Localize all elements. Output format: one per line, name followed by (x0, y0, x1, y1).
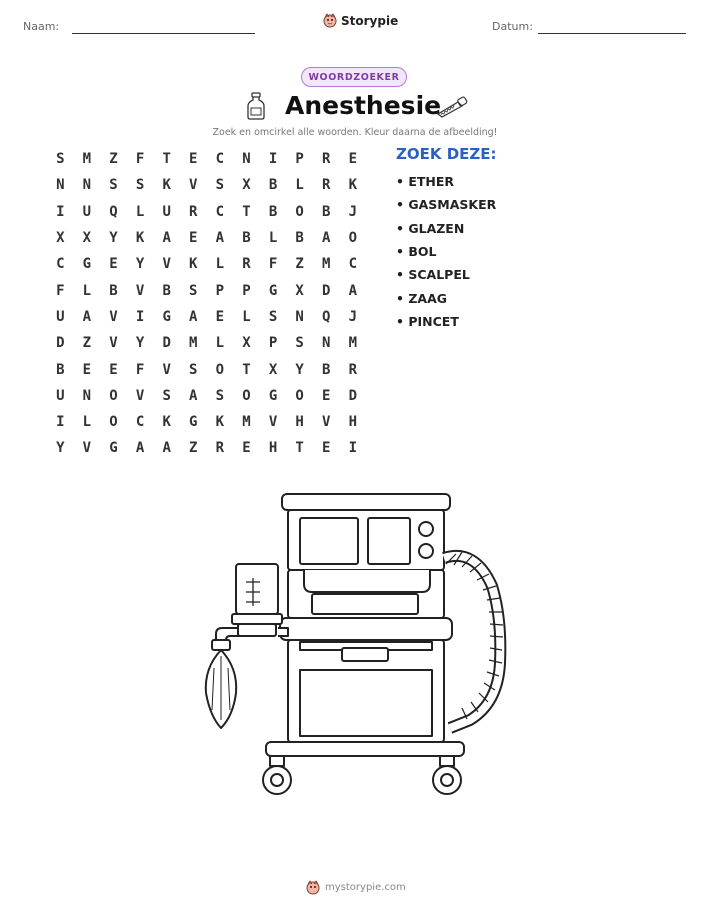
grid-letter[interactable]: K (348, 177, 358, 194)
grid-letter[interactable]: K (162, 177, 171, 194)
grid-letter[interactable]: F (56, 282, 65, 299)
grid-row (47, 356, 366, 382)
grid-letter[interactable]: X (242, 177, 251, 194)
grid-letter[interactable]: A (189, 387, 198, 404)
grid-letter[interactable]: Z (82, 335, 92, 352)
grid-letter[interactable]: O (348, 230, 358, 247)
saw-icon (436, 96, 468, 118)
grid-row (47, 199, 366, 225)
grid-row (47, 277, 366, 303)
storypie-mascot-icon (306, 880, 320, 895)
grid-letter[interactable]: R (215, 440, 225, 457)
grid-letter[interactable]: U (162, 203, 171, 220)
grid-letter[interactable]: I (135, 308, 145, 325)
grid-letter[interactable]: O (295, 387, 304, 404)
grid-row (47, 435, 366, 461)
grid-letter[interactable]: G (82, 256, 92, 273)
word-item: • SCALPEL (396, 267, 470, 283)
grid-letter[interactable]: K (215, 414, 225, 431)
grid-letter[interactable]: E (189, 230, 198, 247)
grid-letter[interactable]: Q (322, 308, 331, 325)
grid-letter[interactable]: R (348, 361, 358, 378)
grid-letter[interactable]: S (56, 151, 65, 168)
grid-letter[interactable]: C (215, 203, 225, 220)
grid-letter[interactable]: B (56, 361, 65, 378)
grid-letter[interactable]: L (215, 335, 225, 352)
grid-letter[interactable]: I (56, 203, 65, 220)
grid-letter[interactable]: S (189, 282, 198, 299)
word-item: • PINCET (396, 313, 459, 329)
grid-letter[interactable]: L (135, 203, 145, 220)
grid-letter[interactable]: S (295, 335, 304, 352)
brand (323, 13, 398, 28)
grid-letter[interactable]: S (135, 177, 145, 194)
grid-letter[interactable]: B (268, 203, 278, 220)
grid-letter[interactable]: C (56, 256, 65, 273)
grid-letter[interactable]: P (242, 282, 251, 299)
anesthesia-machine-illustration (200, 488, 510, 800)
grid-letter[interactable]: C (215, 151, 225, 168)
grid-letter[interactable]: Z (109, 151, 118, 168)
grid-letter[interactable]: F (268, 256, 278, 273)
grid-letter[interactable]: E (109, 361, 118, 378)
grid-letter[interactable]: Q (109, 203, 118, 220)
grid-row (47, 330, 366, 356)
grid-letter[interactable]: Y (135, 256, 145, 273)
grid-letter[interactable]: G (268, 387, 278, 404)
date-label: Datum: (492, 20, 533, 33)
grid-letter[interactable]: M (348, 335, 358, 352)
grid-letter[interactable]: P (295, 151, 304, 168)
grid-row (47, 383, 366, 409)
grid-letter[interactable]: Y (56, 440, 65, 457)
storypie-mascot-icon (323, 13, 337, 28)
grid-letter[interactable]: D (348, 387, 358, 404)
grid-letter[interactable]: T (295, 440, 304, 457)
grid-letter[interactable]: C (348, 256, 358, 273)
grid-letter[interactable]: O (295, 203, 304, 220)
brand-name: Storypie (341, 13, 399, 28)
grid-letter[interactable]: E (82, 361, 92, 378)
grid-letter[interactable]: T (242, 361, 251, 378)
grid-letter[interactable]: D (322, 282, 331, 299)
word-item: • GLAZEN (396, 220, 465, 236)
page-title: Anesthesie (285, 91, 442, 120)
grid-letter[interactable]: G (109, 440, 118, 457)
footer-url: mystorypie.com (325, 882, 406, 893)
grid-letter[interactable]: Y (109, 230, 118, 247)
grid-row (47, 304, 366, 330)
grid-letter[interactable]: N (56, 177, 65, 194)
grid-letter[interactable]: J (348, 203, 358, 220)
grid-letter[interactable]: O (242, 387, 251, 404)
grid-letter[interactable]: T (242, 203, 251, 220)
grid-letter[interactable]: U (56, 387, 65, 404)
grid-letter[interactable]: S (189, 361, 198, 378)
grid-letter[interactable]: X (242, 335, 251, 352)
grid-letter[interactable]: U (82, 203, 92, 220)
grid-letter[interactable]: E (348, 151, 358, 168)
grid-letter[interactable]: A (189, 308, 198, 325)
grid-letter[interactable]: B (268, 177, 278, 194)
grid-letter[interactable]: E (189, 151, 198, 168)
grid-letter[interactable]: N (242, 151, 251, 168)
footer (306, 880, 406, 895)
date-line (538, 33, 686, 34)
grid-letter[interactable]: Y (135, 335, 145, 352)
grid-letter[interactable]: G (268, 282, 278, 299)
bottle-icon (246, 92, 266, 120)
word-item: • ZAAG (396, 290, 448, 306)
worksheet-type-badge: WOORDZOEKER (301, 67, 407, 87)
grid-letter[interactable]: A (162, 440, 171, 457)
grid-letter[interactable]: A (135, 440, 145, 457)
grid-letter[interactable]: R (322, 177, 331, 194)
grid-letter[interactable]: L (82, 282, 92, 299)
grid-letter[interactable]: B (109, 282, 118, 299)
grid-letter[interactable]: J (348, 308, 358, 325)
grid-letter[interactable]: A (215, 230, 225, 247)
grid-letter[interactable]: P (268, 335, 278, 352)
grid-letter[interactable]: K (189, 256, 198, 273)
grid-letter[interactable]: R (322, 151, 331, 168)
grid-letter[interactable]: S (268, 308, 278, 325)
grid-letter[interactable]: I (268, 151, 278, 168)
word-item: • ETHER (396, 174, 455, 190)
grid-letter[interactable]: E (215, 308, 225, 325)
grid-letter[interactable]: O (109, 414, 118, 431)
grid-letter[interactable]: F (135, 361, 145, 378)
grid-letter[interactable]: X (56, 230, 65, 247)
grid-letter[interactable]: N (82, 177, 92, 194)
grid-letter[interactable]: S (109, 177, 118, 194)
grid-letter[interactable]: V (268, 414, 278, 431)
grid-letter[interactable]: V (109, 308, 118, 325)
grid-row (47, 172, 366, 198)
name-label: Naam: (23, 20, 60, 33)
grid-letter[interactable]: B (242, 230, 251, 247)
grid-letter[interactable]: V (322, 414, 331, 431)
grid-letter[interactable]: X (295, 282, 304, 299)
grid-letter[interactable]: D (56, 335, 65, 352)
grid-letter[interactable]: N (322, 335, 331, 352)
grid-letter[interactable]: V (82, 440, 92, 457)
grid-letter[interactable]: T (162, 151, 171, 168)
grid-letter[interactable]: E (322, 440, 331, 457)
name-line (72, 33, 255, 34)
grid-letter[interactable]: A (82, 308, 92, 325)
grid-letter[interactable]: O (109, 387, 118, 404)
grid-letter[interactable]: G (162, 308, 171, 325)
grid-letter[interactable]: B (322, 361, 331, 378)
grid-letter[interactable]: G (189, 414, 198, 431)
grid-letter[interactable]: L (295, 177, 304, 194)
grid-letter[interactable]: E (322, 387, 331, 404)
grid-letter[interactable]: V (135, 387, 145, 404)
word-item: • GASMASKER (396, 197, 497, 213)
grid-letter[interactable]: H (295, 414, 304, 431)
grid-letter[interactable]: V (109, 335, 118, 352)
grid-letter[interactable]: L (82, 414, 92, 431)
grid-letter[interactable]: V (189, 177, 198, 194)
grid-row (47, 409, 366, 435)
grid-letter[interactable]: M (322, 256, 331, 273)
grid-letter[interactable]: A (322, 230, 331, 247)
grid-letter[interactable]: E (109, 256, 118, 273)
word-item: • BOL (396, 244, 437, 260)
grid-letter[interactable]: Z (189, 440, 198, 457)
grid-letter[interactable]: U (56, 308, 65, 325)
grid-letter[interactable]: M (82, 151, 92, 168)
grid-letter[interactable]: F (135, 151, 145, 168)
grid-row (47, 146, 366, 172)
grid-letter[interactable]: O (215, 361, 225, 378)
grid-letter[interactable]: B (322, 203, 331, 220)
word-list-title: ZOEK DEZE: (396, 145, 497, 163)
grid-letter[interactable]: H (348, 414, 358, 431)
grid-letter[interactable]: X (82, 230, 92, 247)
grid-letter[interactable]: A (348, 282, 358, 299)
instructions: Zoek en omcirkel alle woorden. Kleur daarna de afbeelding! (212, 127, 498, 138)
grid-letter[interactable]: P (215, 282, 225, 299)
grid-letter[interactable]: M (189, 335, 198, 352)
grid-letter[interactable]: R (189, 203, 198, 220)
grid-letter[interactable]: N (295, 308, 304, 325)
grid-letter[interactable]: V (162, 361, 171, 378)
grid-letter[interactable]: S (215, 387, 225, 404)
grid-letter[interactable]: B (162, 282, 171, 299)
grid-letter[interactable]: M (242, 414, 251, 431)
grid-letter[interactable]: K (162, 414, 171, 431)
grid-letter[interactable]: X (268, 361, 278, 378)
grid-letter[interactable]: A (162, 230, 171, 247)
grid-letter[interactable]: S (162, 387, 171, 404)
grid-letter[interactable]: L (268, 230, 278, 247)
grid-letter[interactable]: I (56, 414, 65, 431)
grid-letter[interactable]: L (215, 256, 225, 273)
grid-letter[interactable]: Y (295, 361, 304, 378)
letter-grid (47, 146, 366, 462)
grid-letter[interactable]: B (295, 230, 304, 247)
grid-letter[interactable]: N (82, 387, 92, 404)
grid-letter[interactable]: E (242, 440, 251, 457)
grid-letter[interactable]: H (268, 440, 278, 457)
grid-letter[interactable]: Z (295, 256, 304, 273)
grid-row (47, 225, 366, 251)
grid-letter[interactable]: I (348, 440, 358, 457)
grid-row (47, 251, 366, 277)
grid-letter[interactable]: S (215, 177, 225, 194)
grid-letter[interactable]: V (162, 256, 171, 273)
grid-letter[interactable]: C (135, 414, 145, 431)
grid-letter[interactable]: R (242, 256, 251, 273)
grid-letter[interactable]: K (135, 230, 145, 247)
grid-letter[interactable]: D (162, 335, 171, 352)
word-list (396, 170, 496, 333)
grid-letter[interactable]: V (135, 282, 145, 299)
grid-letter[interactable]: L (242, 308, 251, 325)
